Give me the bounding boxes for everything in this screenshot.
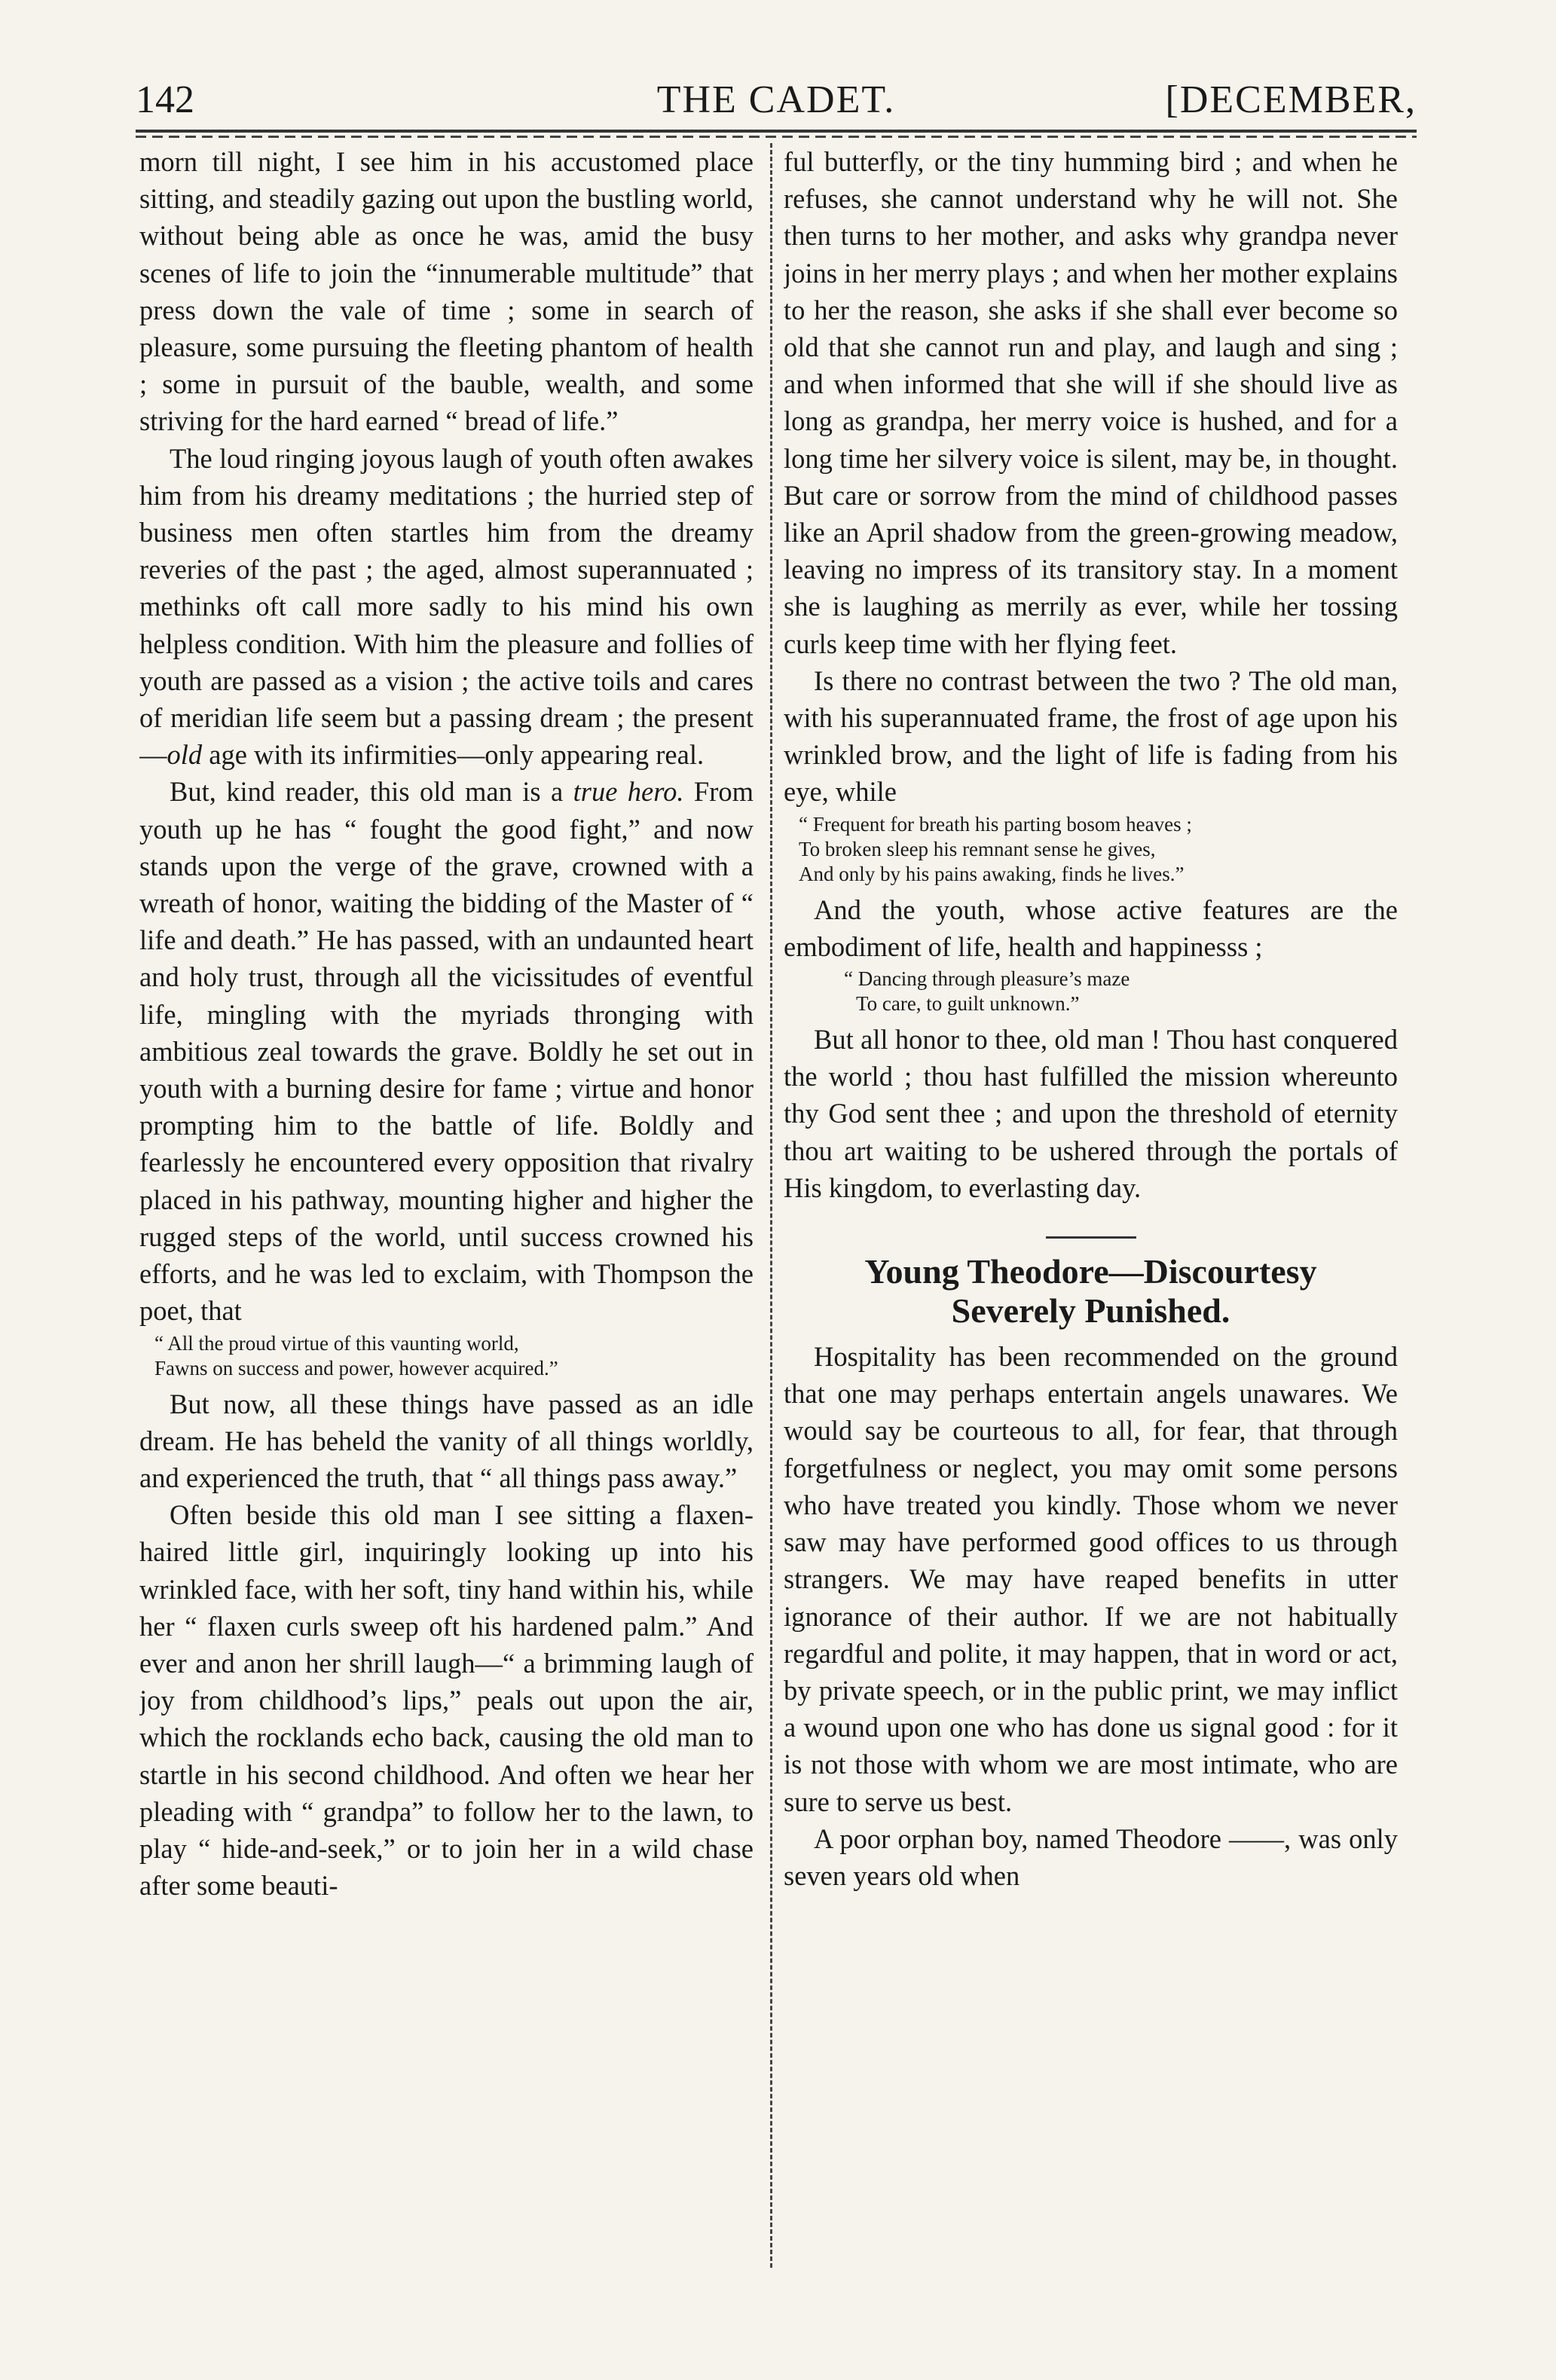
paragraph: And the youth, whose active features are the embodiment of life, health and happinesss ; bbox=[784, 894, 1398, 962]
right-column bbox=[784, 143, 1398, 2328]
verse-quote bbox=[784, 812, 1398, 887]
article-title-line: Young Theodore—Discourtesy bbox=[864, 1252, 1317, 1291]
verse-quote bbox=[784, 967, 1398, 1016]
article-title bbox=[784, 1252, 1398, 1331]
verse-line: “ All the proud virtue of this vaunting world, bbox=[154, 1331, 519, 1355]
article-title-line: Severely Punished. bbox=[951, 1291, 1230, 1331]
paragraph: But all honor to thee, old man ! Thou hast conquered the world ; thou hast fulfilled the mission whereunto thy God sent thee ; and upon the threshold of eternity thou art waiting to be ushered through the portals of His kingdom, to everlasting day. bbox=[784, 1024, 1398, 1203]
column-divider bbox=[770, 143, 772, 2268]
paragraph bbox=[139, 440, 754, 774]
header-month: [DECEMBER, bbox=[1165, 78, 1417, 121]
paragraph: Hospitality has been recommended on the ground that one may perhaps entertain angels unawares. We would say be courteous to all, for fear, that through forgetfulness or neglect, you may omit some persons who have treated you kindly. Those whom we never saw may have performed good offices to us through strangers. We may have reaped benefits in utter ignorance of their author. If we are not habitually regardful and polite, it may happen, that in word or act, by private speech, or in the public print, we may inflict a wound upon one who has done us signal good : for it is not those with whom we are most intimate, who are sure to serve us best. bbox=[784, 1341, 1398, 1817]
verse-line: To care, to guilt unknown.” bbox=[856, 992, 1080, 1016]
verse-line: “ Dancing through pleasure’s maze bbox=[844, 967, 1130, 991]
paragraph: Often beside this old man I see sitting a flaxen-haired little girl, inquiringly looking up into his wrinkled face, with her soft, tiny hand within his, while her “ flaxen curls sweep oft his hardened palm.” And ever and anon her shrill laugh—“ a brimming laugh of joy from childhood’s lips,” peals out upon the air, which the rocklands echo back, causing the old man to startle in his second childhood. And often we hear her pleading with “ grandpa” to follow her to the lawn, to play “ hide-and-seek,” or to join her in a wild chase after some beauti- bbox=[139, 1499, 754, 1902]
text-run: But, kind reader, this old man is a bbox=[170, 776, 573, 808]
running-header bbox=[136, 74, 1417, 127]
paragraph: A poor orphan boy, named Theodore ——, was only seven years old when bbox=[784, 1822, 1398, 1891]
left-column bbox=[139, 143, 754, 2328]
text-run: From youth up he has “ fought the good fight,” and now stands upon the verge of the grave, crowned with a wreath of honor, waiting the bidding of the Master of “ life and death.” He has passed, with an undaunted heart and holy trust, through all the vicissitudes of eventful life, mingling with the myriads thronging with ambitious zeal towards the grave. Boldly he set out in youth with a burning desire for fame ; virtue and honor prompting him to the battle of life. Boldly and fearlessly he encountered every opposition that rivalry placed in his pathway, mounting higher and higher the rugged steps of the world, until success crowned his efforts, and he was led to exclaim, with Thompson the poet, that bbox=[139, 776, 754, 1327]
verse-line: Fawns on success and power, however acquired.” bbox=[154, 1356, 558, 1379]
paragraph: But now, all these things have passed as an idle dream. He has beheld the vanity of all things worldly, and experienced the truth, that “ all things pass away.” bbox=[139, 1388, 754, 1493]
page-number: 142 bbox=[136, 78, 194, 121]
paragraph: Is there no contrast between the two ? The old man, with his superannuated frame, the frost of age upon his wrinkled brow, and the light of life is fading from his eye, while bbox=[784, 665, 1398, 808]
text-run: The loud ringing joyous laugh of youth often awakes him from his dreamy meditations ; the hurried step of business men often startles him from the dreamy reveries of the past ; the aged, almost superannuated ; methinks oft call more sadly to his mind his own helpless condition. With him the pleasure and follies of youth are passed as a vision ; the active toils and cares of meridian life seem but a passing dream ; the present— bbox=[139, 442, 754, 771]
emphasis: old bbox=[167, 739, 203, 771]
paragraph: ful butterfly, or the tiny humming bird ; and when he refuses, she cannot understand why he will not. She then turns to her mother, and asks why grandpa never joins in her merry plays ; and when her mother explains to her the reason, she asks if she shall ever become so old that she cannot run and play, and laugh and sing ; and when informed that she will if she should live as long as grandpa, her merry voice is hushed, and for a long time her silvery voice is silent, may be, in thought. But care or sorrow from the mind of childhood passes like an April shadow from the green-growing meadow, leaving no impress of its transitory stay. In a moment she is laughing as merrily as ever, while her tossing curls keep time with her flying feet. bbox=[784, 146, 1398, 659]
header-rule bbox=[136, 130, 1417, 140]
emphasis: true hero. bbox=[573, 776, 684, 808]
paragraph bbox=[139, 773, 754, 1329]
journal-title: THE CADET. bbox=[656, 78, 896, 121]
verse-line: “ Frequent for breath his parting bosom heaves ; bbox=[799, 812, 1192, 836]
text-run: age with its infirmities—only appearing real. bbox=[202, 739, 705, 771]
paragraph: morn till night, I see him in his accustomed place sitting, and steadily gazing out upon the bustling world, without being able as once he was, amid the busy scenes of life to join the “innumerable multitude” that press down the vale of time ; some in search of pleasure, some pursuing the fleeting phantom of health ; some in pursuit of the bauble, wealth, and some striving for the hard earned “ bread of life.” bbox=[139, 146, 754, 437]
verse-line: And only by his pains awaking, finds he lives.” bbox=[799, 862, 1185, 885]
article-separator bbox=[1046, 1236, 1136, 1239]
verse-line: To broken sleep his remnant sense he gives, bbox=[799, 837, 1156, 860]
verse-quote bbox=[139, 1331, 754, 1381]
